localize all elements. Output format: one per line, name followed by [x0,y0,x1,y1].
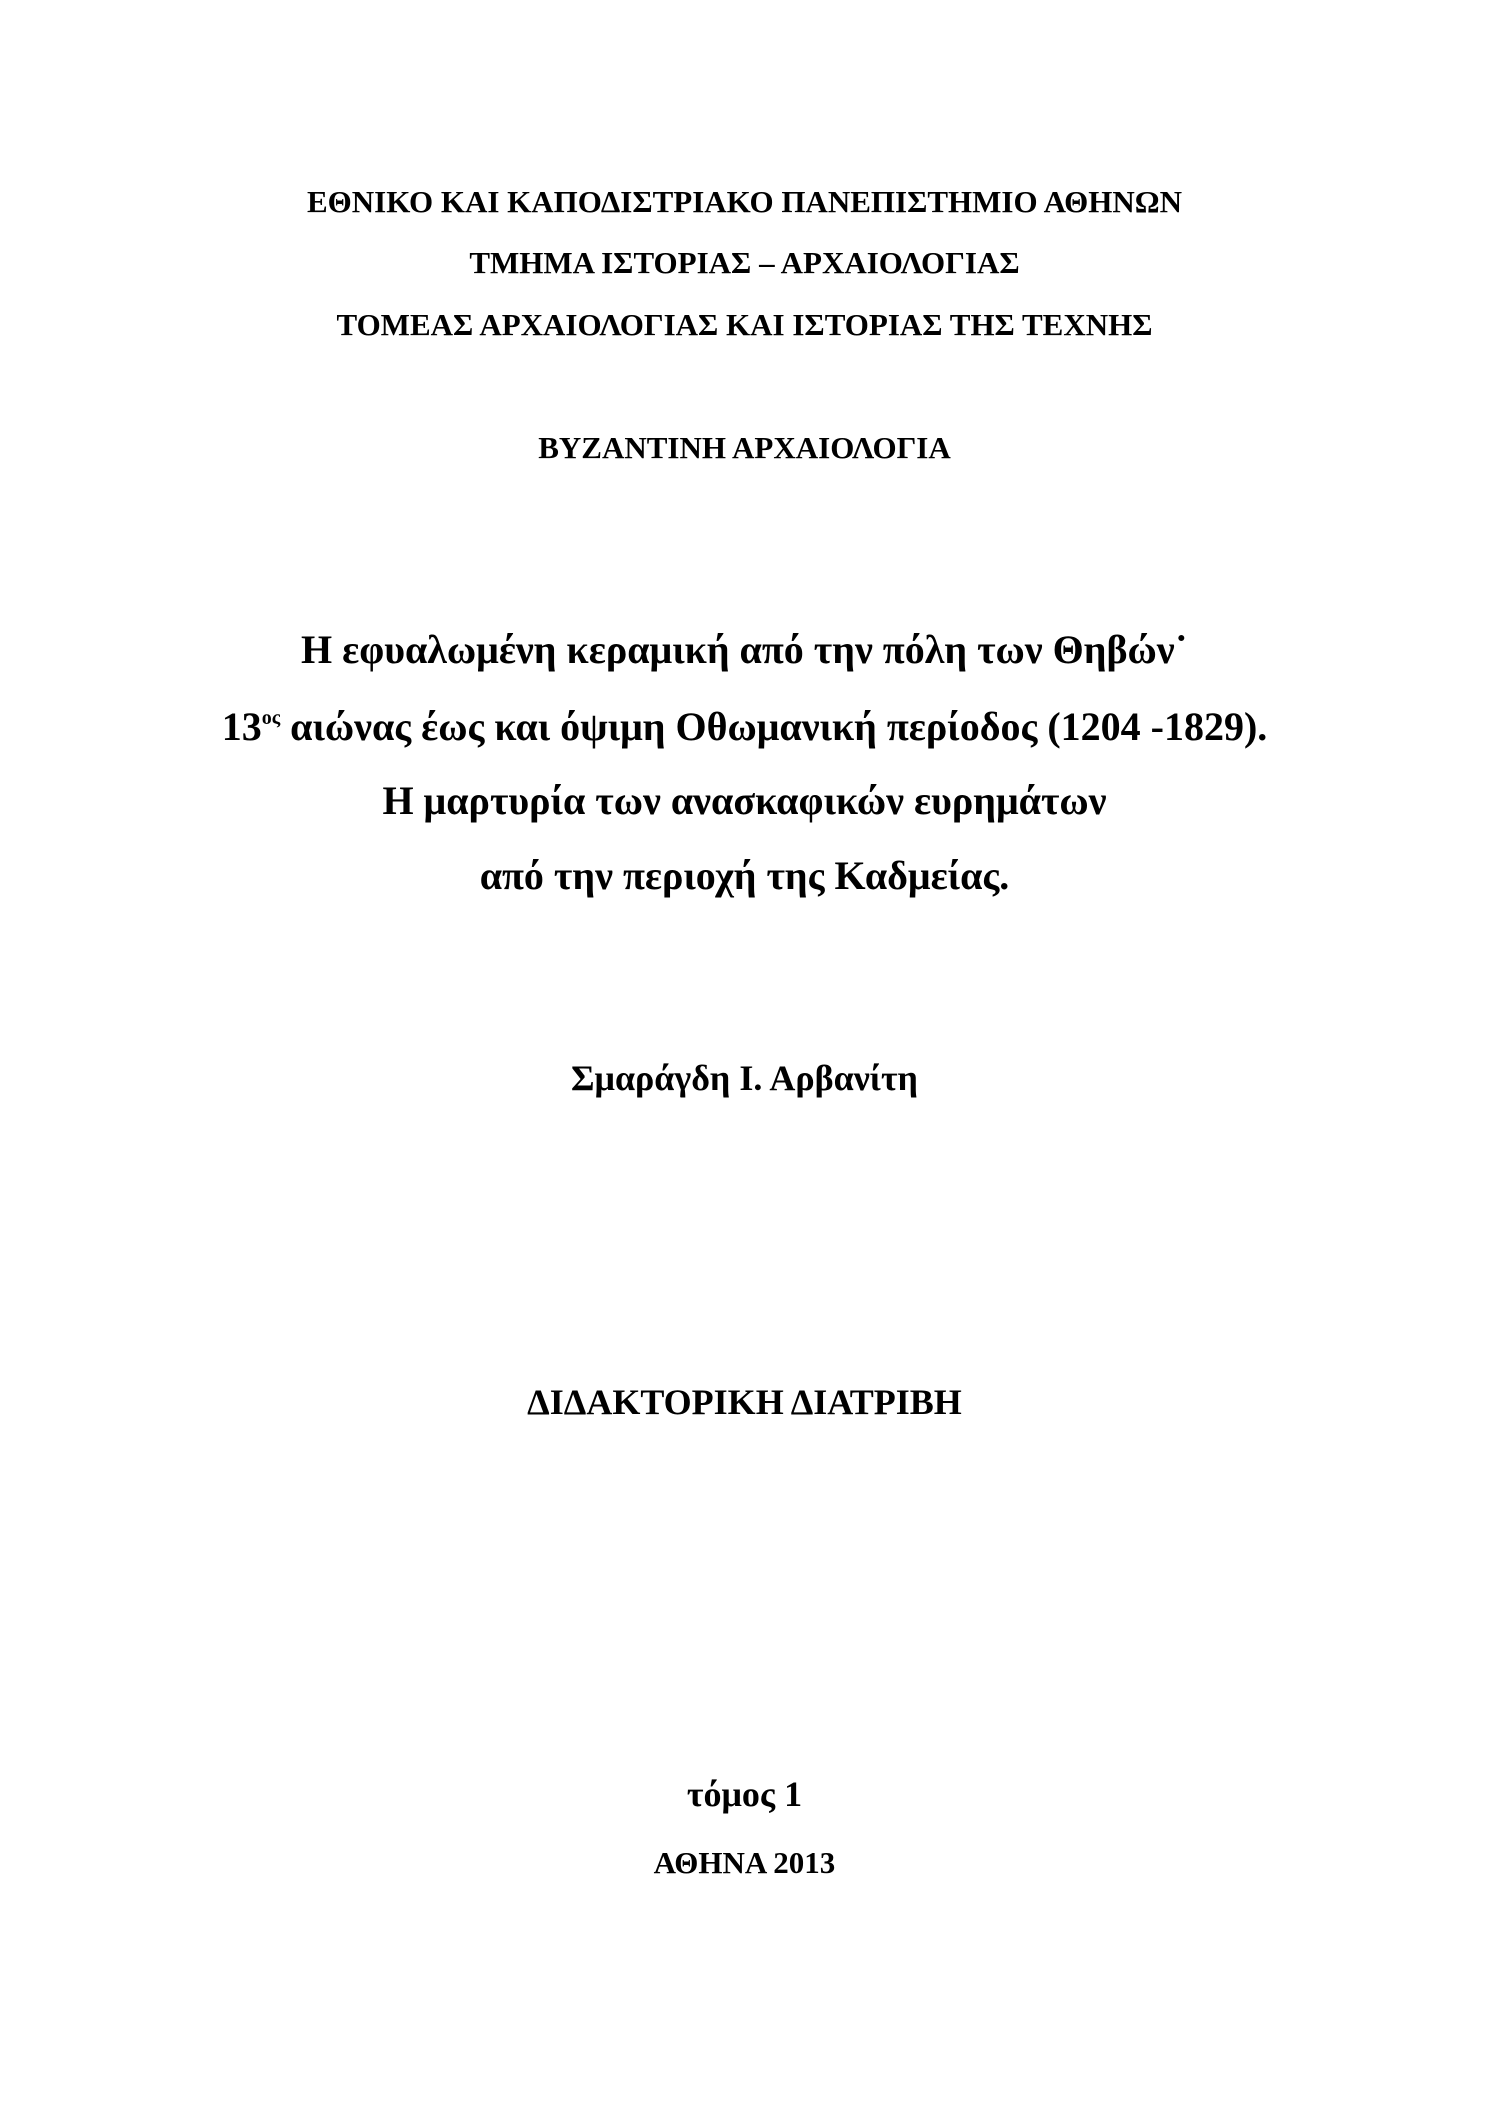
thesis-title-line-4: από την περιοχή της Καδμείας. [479,853,1010,898]
thesis-title-line-2-rest: αιώνας έως και όψιμη Οθωμανική περίοδος (1204 -1829). [280,704,1268,749]
thesis-title-line-1: Η εφυαλωμένη κεραμική από την πόλη των Θηβών˙ [301,627,1188,672]
author-name: Σμαράγδη Ι. Αρβανίτη [571,1058,918,1098]
university-name: ΕΘΝΙΚΟ ΚΑΙ ΚΑΠΟΔΙΣΤΡΙΑΚΟ ΠΑΝΕΠΙΣΤΗΜΙΟ ΑΘΗΝΩΝ [306,184,1183,219]
thesis-title-line-3: Η μαρτυρία των ανασκαφικών ευρημάτων [382,778,1107,823]
subject-heading: ΒΥΖΑΝΤΙΝΗ ΑΡΧΑΙΟΛΟΓΙΑ [538,430,951,465]
department-name: ΤΜΗΜΑ ΙΣΤΟΡΙΑΣ – ΑΡΧΑΙΟΛΟΓΙΑΣ [469,245,1020,280]
place-and-year: ΑΘΗΝΑ 2013 [653,1845,836,1880]
ordinal-superscript: ος [261,706,281,729]
sector-name: ΤΟΜΕΑΣ ΑΡΧΑΙΟΛΟΓΙΑΣ ΚΑΙ ΙΣΤΟΡΙΑΣ ΤΗΣ ΤΕΧΝΗΣ [336,307,1153,342]
thesis-type: ΔΙΔΑΚΤΟΡΙΚΗ ΔΙΑΤΡΙΒΗ [527,1382,962,1422]
volume-label: τόμος 1 [686,1774,803,1814]
thesis-title-line-2 [0,704,1489,749]
century-number: 13 [221,704,262,749]
